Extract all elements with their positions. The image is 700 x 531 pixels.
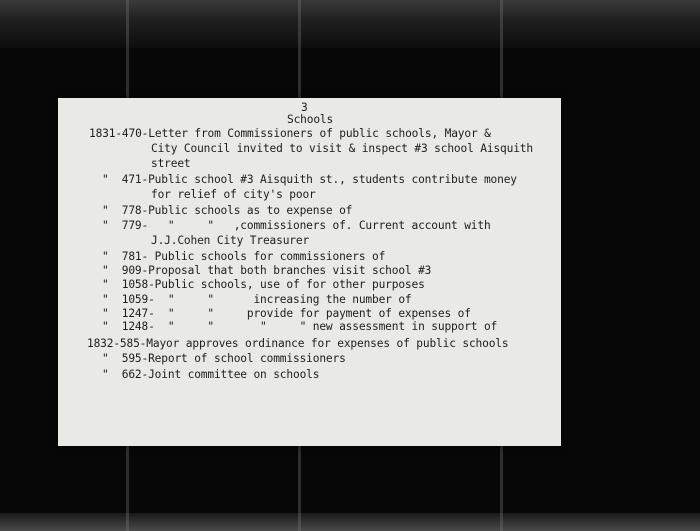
entry-line: for relief of city's poor bbox=[151, 188, 316, 201]
entry-line: " 1247- " " provide for payment of expenses of bbox=[102, 307, 471, 320]
entry-line: " 781- Public schools for commissioners of bbox=[102, 250, 386, 263]
entry-line: " 471-Public school #3 Aisquith st., students contribute money bbox=[102, 173, 517, 186]
entry-line: " 1058-Public schools, use of for other purposes bbox=[102, 278, 425, 291]
card-heading: Schools bbox=[287, 113, 334, 126]
entry-line: " 662-Joint committee on schools bbox=[102, 368, 320, 381]
page-number: 3 bbox=[301, 101, 308, 114]
entry-line: street bbox=[151, 157, 191, 170]
entry-line: 1832-585-Mayor approves ordinance for expenses of public schools bbox=[87, 337, 509, 350]
film-edge-top bbox=[0, 0, 700, 48]
entry-line: " 778-Public schools as to expense of bbox=[102, 204, 353, 217]
film-edge-bottom bbox=[0, 513, 700, 531]
entry-line: " 1059- " " increasing the number of bbox=[102, 293, 412, 306]
entry-line: " 1248- " " " " new assessment in support of bbox=[102, 320, 498, 333]
entry-line: " 595-Report of school commissioners bbox=[102, 352, 346, 365]
index-card bbox=[58, 98, 561, 446]
entry-line: 1831-470-Letter from Commissioners of public schools, Mayor & bbox=[89, 127, 491, 140]
entry-line: City Council invited to visit & inspect #3 school Aisquith bbox=[151, 142, 533, 155]
entry-line: " 779- " " ,commissioners of. Current account with bbox=[102, 219, 491, 232]
entry-line: J.J.Cohen City Treasurer bbox=[151, 234, 310, 247]
entry-line: " 909-Proposal that both branches visit school #3 bbox=[102, 264, 432, 277]
